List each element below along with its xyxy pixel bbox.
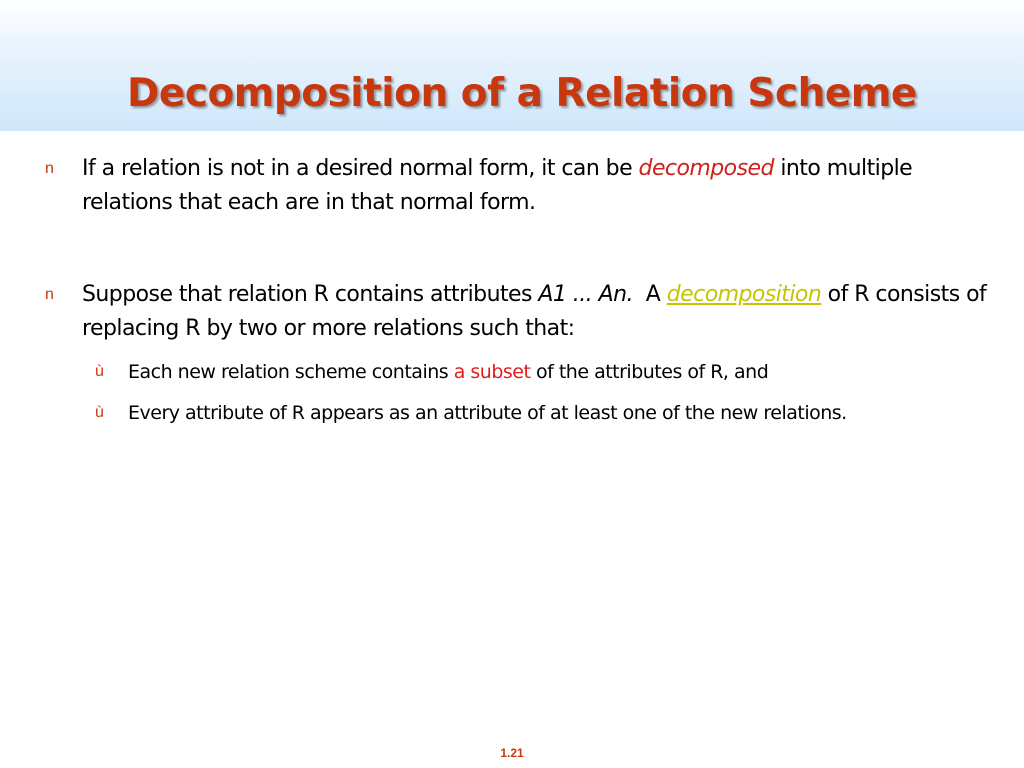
decomposed-emphasis: decomposed xyxy=(638,156,774,181)
sub-bullet-marker: ù xyxy=(95,404,104,421)
bullet-marker: n xyxy=(45,286,54,303)
sub-bullet-text-1 xyxy=(128,357,978,388)
bullet-1-text-before: If a relation is not in a desired normal form, it can be xyxy=(82,156,639,181)
subset-emphasis: a subset xyxy=(453,361,531,383)
attribute-list: A1 ... An. xyxy=(538,282,633,307)
decomposition-link[interactable]: decomposition xyxy=(666,282,822,307)
sub-bullet-text-2: Every attribute of R appears as an attribute of at least one of the new relations. xyxy=(128,402,847,424)
bullet-text-1 xyxy=(82,152,992,220)
bullet-2-text-after: of R consists of replacing R by two or more relations such that: xyxy=(82,282,987,341)
bullet-marker: n xyxy=(45,160,54,177)
sub-bullet-marker: ù xyxy=(95,363,104,380)
sub-bullet-1-text-before: Each new relation scheme contains xyxy=(128,361,454,383)
sub-bullet-1-text-after: of the attributes of R, and xyxy=(530,361,769,383)
page-number: 1.21 xyxy=(500,746,524,760)
bullet-2-text-mid: A xyxy=(632,282,667,307)
slide-title: Decomposition of a Relation Scheme xyxy=(127,71,917,116)
bullet-2-text-before: Suppose that relation R contains attributes xyxy=(82,282,539,307)
bullet-1-text-after: into multiple relations that each are in that normal form. xyxy=(82,156,913,215)
bullet-text-2 xyxy=(82,278,992,346)
